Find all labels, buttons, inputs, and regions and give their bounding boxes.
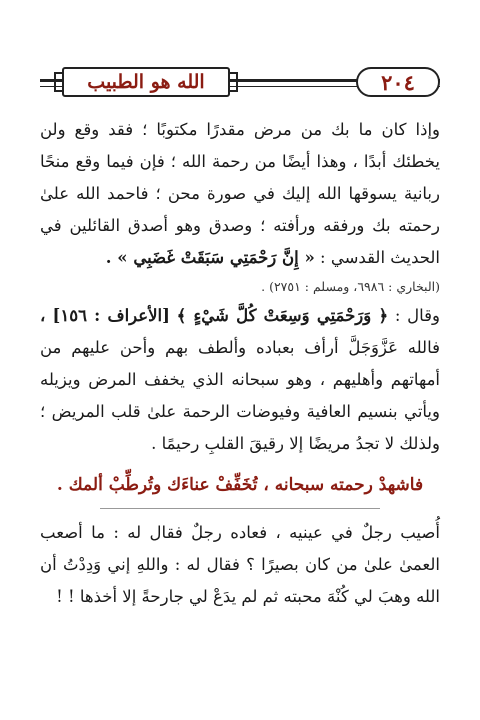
paragraph-2-text: فالله عَزَّوَجَلَّ أرأف بعباده وألطف بهم وأحن عليهم من أمهاتهم وأهليهم ، وهو سبحانه الذي يخفف المرض ويزيله ويأتي بنسيم العافية وفيوضات الرحمة علىٰ قلب المريض ؛ ولذلك لا تجدُ مريضًا إلا رقيقَ القلبِ رحيمًا .	[40, 338, 440, 453]
paragraph-2-intro: وقال :	[394, 306, 440, 325]
paragraph-3: أُصيب رجلٌ في عينيه ، فعاده رجلٌ فقال له : ما أصعب العمىٰ علىٰ من كان بصيرًا ؟ فقال له : واللهِ إني وَدِدْتُ أن الله وهبَ لي كُنْهَ محبته ثم لم يدَعْ لي جارحةً إلا أخذها ! !	[40, 523, 440, 606]
verse-reference: [الأعراف : ١٥٦] ،	[40, 306, 170, 325]
hadith-reference: (البخاري : ٦٩٨٦، ومسلم : ٢٧٥١) .	[261, 279, 440, 294]
paragraph-1	[40, 114, 440, 274]
hadith-quote: « إِنَّ رَحْمَتِي سَبَقَتْ غَضَبِي » .	[105, 248, 315, 267]
book-title: الله هو الطبيب	[62, 67, 230, 97]
section-divider	[100, 508, 380, 509]
page-body	[40, 114, 440, 613]
page-number: ٢٠٤	[356, 67, 440, 97]
paragraph-1-text: وإذا كان ما بك من مرض مقدرًا مكتوبًا ؛ فقد وقع ولن يخطئك أبدًا ، وهذا أيضًا من رحمة الله ؛ فإن فيما وقع منحًا ربانية يسوقها الله إليك في صورة محن ؛ فاحمد الله علىٰ رحمته بك ورفقه ورأفته ؛ وصدق وهو أصدق القائلين في الحديث القدسي :	[40, 120, 440, 267]
page-header	[40, 67, 440, 101]
paragraph-2	[40, 300, 440, 460]
highlight-sentence: فاشهدْ رحمته سبحانه ، تُخَفِّفْ عناءَك وتُرطِّبْ ألمك .	[56, 475, 424, 495]
quran-verse: ﴿ وَرَحْمَتِي وَسِعَتْ كُلَّ شَيْءٍ ﴾	[176, 306, 389, 325]
